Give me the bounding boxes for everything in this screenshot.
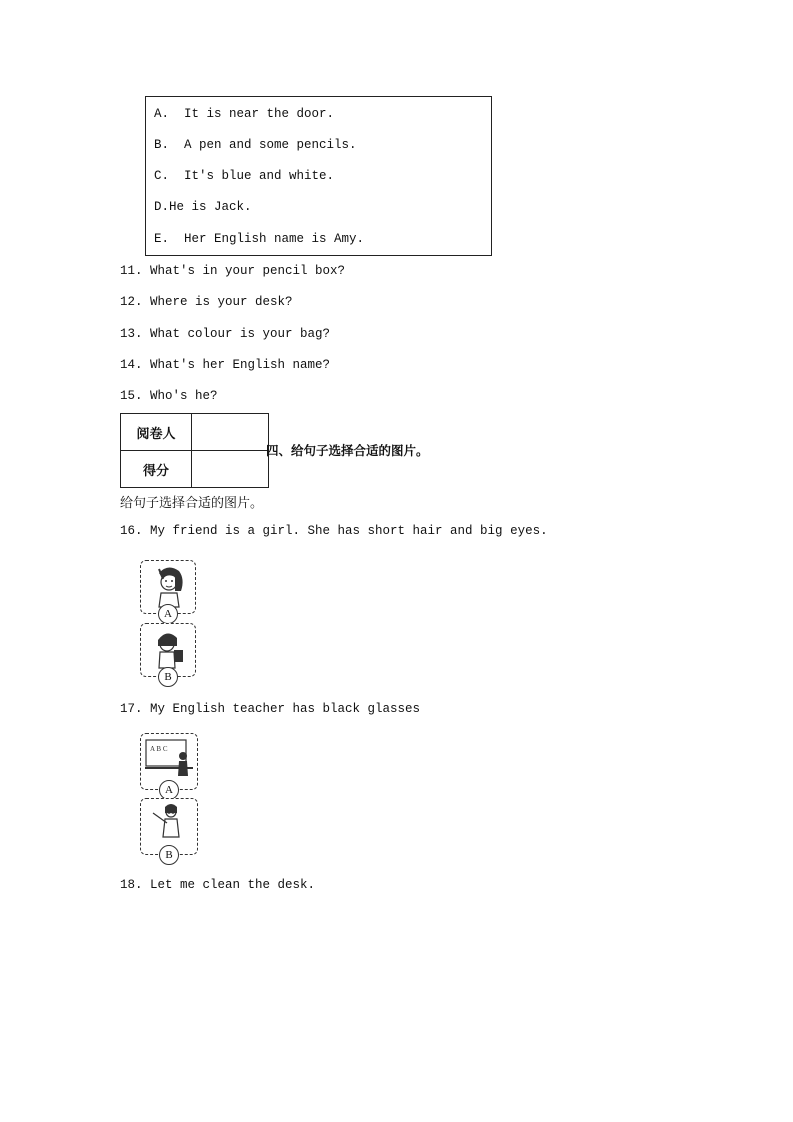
section-4-instruction: 给句子选择合适的图片。 [120,496,264,511]
option-b: B. A pen and some pencils. [154,138,357,152]
question-17: 17. My English teacher has black glasses [120,702,421,716]
option-a: A. It is near the door. [154,107,335,121]
reviewer-label: 阅卷人 [121,414,192,451]
board-letters: A B C [150,745,168,753]
question-16: 16. My friend is a girl. She has short hair and big eyes. [120,524,548,538]
option-e: E. Her English name is Amy. [154,232,365,246]
score-label: 得分 [121,451,192,488]
section-4-heading: 四、给句子选择合适的图片。 [266,443,429,458]
question-14: 14. What's her English name? [120,358,331,372]
q17-choice-a-badge: A [159,780,179,800]
q16-choice-b-badge: B [158,667,178,687]
question-13: 13. What colour is your bag? [120,327,331,341]
score-table [120,413,269,488]
question-18: 18. Let me clean the desk. [120,878,316,892]
reviewer-cell [192,414,269,451]
q17-choice-b-badge: B [159,845,179,865]
option-d: D.He is Jack. [154,200,252,214]
answer-options-box [145,96,492,256]
score-cell [192,451,269,488]
option-c: C. It's blue and white. [154,169,335,183]
question-12: 12. Where is your desk? [120,295,293,309]
q16-choice-a-badge: A [158,604,178,624]
question-11: 11. What's in your pencil box? [120,264,346,278]
question-15: 15. Who's he? [120,389,218,403]
